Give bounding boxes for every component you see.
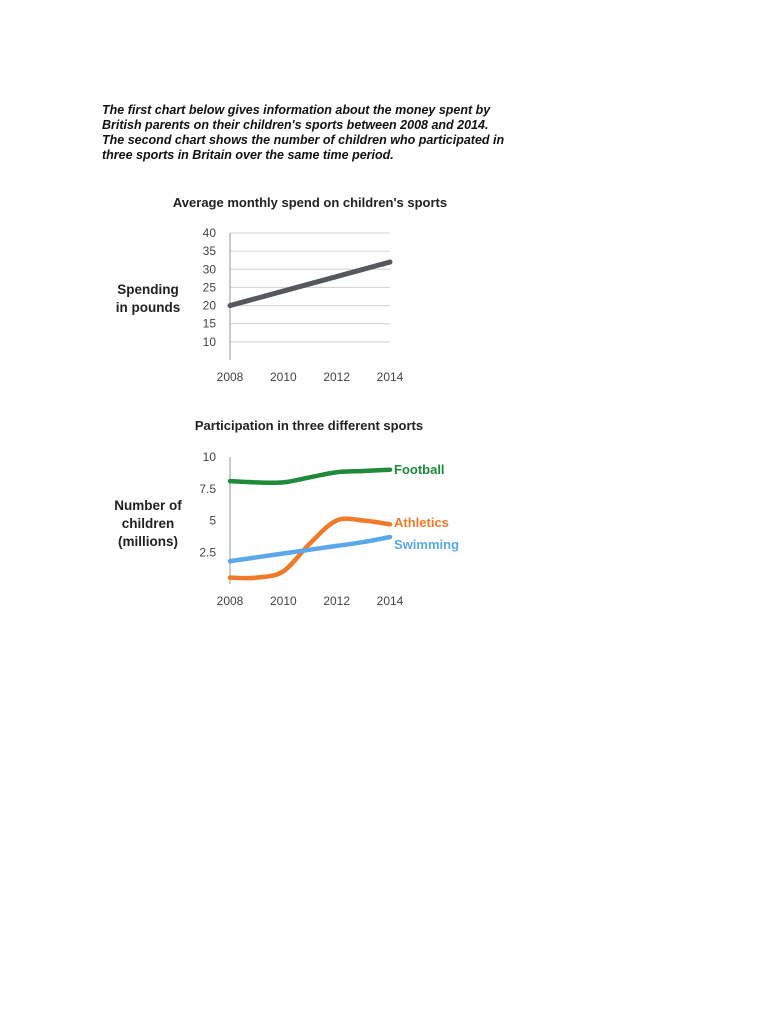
participation-y-ticks: [199, 450, 216, 559]
y-tick-label: 30: [202, 262, 216, 277]
y-tick-label: 20: [202, 298, 216, 313]
x-tick-label: 2012: [323, 370, 351, 384]
participation-chart: [114, 418, 459, 608]
participation-x-ticks: [217, 594, 404, 608]
participation-y-label-line2: children: [121, 516, 175, 531]
y-tick-label: 7.5: [199, 481, 216, 496]
intro-line: British parents on their children's sports between 2008 and 2014.: [102, 118, 489, 132]
x-tick-label: 2008: [216, 370, 244, 384]
spending-series: [230, 262, 390, 306]
swimming-series-label: Swimming: [394, 537, 460, 552]
x-tick-label: 2008: [216, 594, 244, 608]
athletics-series-label: Athletics: [394, 515, 449, 530]
x-tick-label: 2010: [269, 370, 297, 384]
participation-y-label-line1: Number of: [114, 498, 182, 513]
intro-line: The second chart shows the number of children who participated in: [102, 133, 505, 147]
y-tick-label: 40: [202, 226, 216, 240]
spending-y-label-line2: in pounds: [115, 300, 181, 315]
spending-line: [230, 262, 390, 306]
y-tick-label: 2.5: [199, 545, 216, 560]
spending-chart: [116, 195, 447, 384]
x-tick-label: 2010: [269, 594, 297, 608]
football-line: [230, 470, 390, 483]
x-tick-label: 2012: [323, 594, 351, 608]
x-tick-label: 2014: [376, 594, 404, 608]
spending-x-ticks: [217, 370, 404, 384]
football-series-label: Football: [394, 462, 445, 477]
y-tick-label: 5: [209, 513, 216, 528]
y-tick-label: 10: [202, 450, 216, 464]
spending-y-ticks: [203, 226, 217, 349]
participation-y-label-line3: (millions): [118, 534, 178, 549]
y-tick-label: 35: [202, 244, 216, 259]
participation-chart-title: Participation in three different sports: [194, 418, 424, 433]
participation-series-labels: [394, 462, 459, 552]
y-tick-label: 15: [202, 316, 216, 331]
intro-line: The first chart below gives information about the money spent by: [102, 103, 491, 117]
x-tick-label: 2014: [376, 370, 404, 384]
y-tick-label: 10: [202, 334, 216, 349]
spending-y-label-line1: Spending: [117, 282, 179, 297]
y-tick-label: 25: [202, 280, 216, 295]
intro-line: three sports in Britain over the same time period.: [102, 148, 394, 162]
participation-series: [230, 470, 390, 578]
spending-chart-title: Average monthly spend on children's sports: [172, 195, 448, 210]
